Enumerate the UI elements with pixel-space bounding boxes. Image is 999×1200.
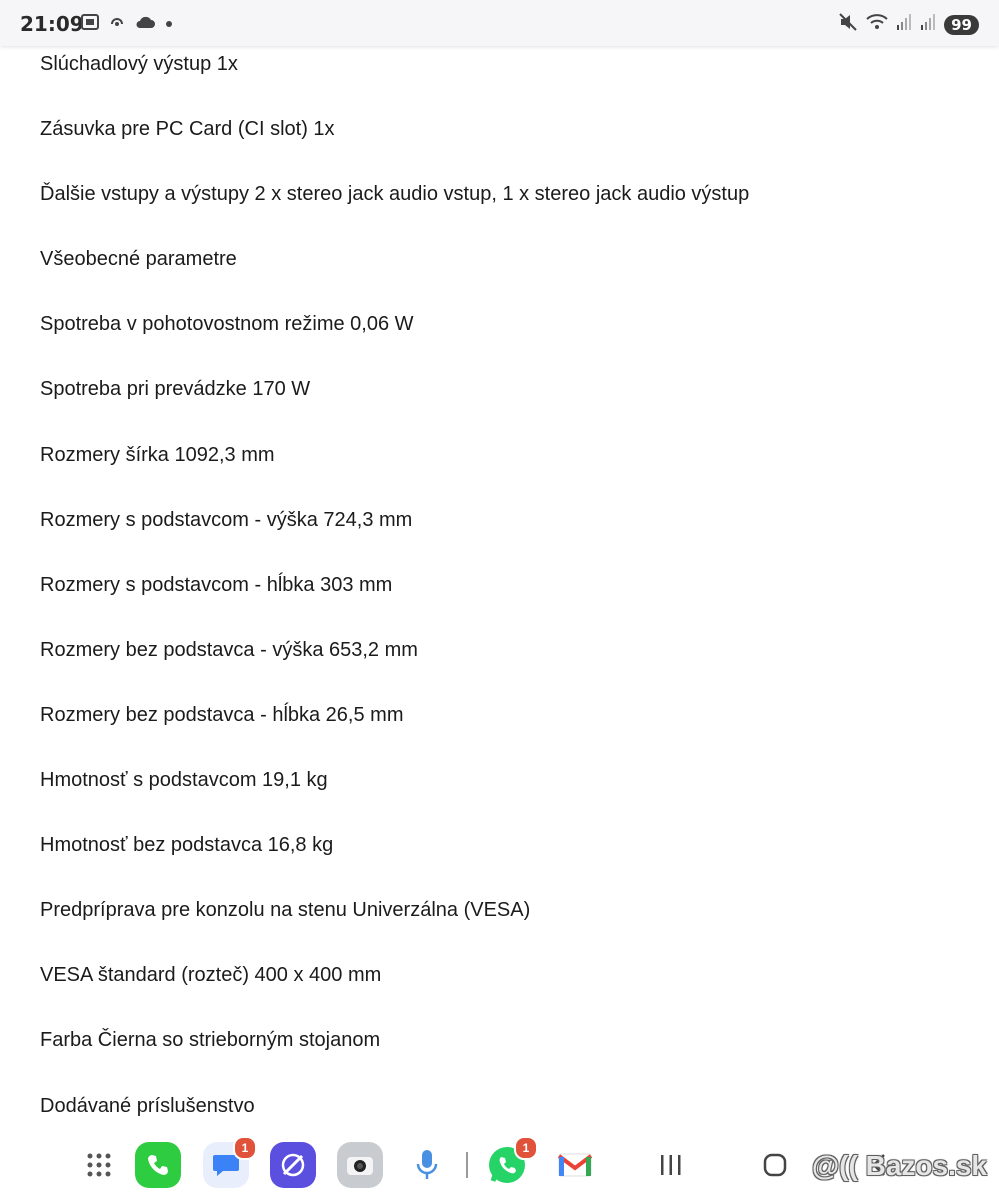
recents-icon[interactable]	[648, 1142, 694, 1188]
spec-line: Slúchadlový výstup 1x	[40, 53, 238, 75]
spec-line: Ďalšie vstupy a výstupy 2 x stereo jack audio vstup, 1 x stereo jack audio výstup	[40, 183, 750, 206]
signal-icon	[920, 13, 936, 36]
battery-indicator: 99	[944, 15, 979, 35]
spec-line: Rozmery bez podstavca - výška 653,2 mm	[40, 638, 418, 661]
spec-line: Rozmery s podstavcom - výška 724,3 mm	[40, 508, 413, 531]
home-icon[interactable]	[752, 1142, 798, 1188]
apps-grid-icon[interactable]	[76, 1142, 122, 1188]
status-right-icons	[838, 12, 979, 37]
dock-divider	[466, 1152, 468, 1178]
spec-line: Spotreba v pohotovostnom režime 0,06 W	[40, 313, 414, 336]
spec-list	[40, 42, 960, 1149]
screenshot-icon	[80, 12, 100, 37]
status-left-icons	[80, 12, 174, 37]
spec-line: Rozmery bez podstavca - hĺbka 26,5 mm	[40, 703, 404, 726]
status-time: 21:09	[20, 12, 84, 36]
status-bar	[0, 0, 999, 46]
camera-app-icon[interactable]	[337, 1142, 383, 1188]
spec-line: Predpríprava pre konzolu na stenu Univerzálna (VESA)	[40, 899, 531, 922]
spec-line: Rozmery šírka 1092,3 mm	[40, 443, 275, 466]
signal-icon	[896, 13, 912, 36]
spec-line: Rozmery s podstavcom - hĺbka 303 mm	[40, 573, 393, 596]
wifi-icon	[866, 13, 888, 36]
spec-line: VESA štandard (rozteč) 400 x 400 mm	[40, 964, 382, 987]
whatsapp-app-icon[interactable]	[484, 1142, 530, 1188]
gmail-app-icon[interactable]	[552, 1142, 598, 1188]
spec-line: Dodávané príslušenstvo	[40, 1094, 255, 1117]
mute-icon	[838, 12, 858, 37]
spec-line: Hmotnosť s podstavcom 19,1 kg	[40, 769, 328, 792]
cloud-icon	[134, 14, 156, 35]
notification-badge: 1	[514, 1136, 538, 1160]
hotspot-icon	[108, 12, 126, 37]
spec-line: Farba Čierna so strieborným stojanom	[40, 1029, 381, 1052]
spec-line: Spotreba pri prevádzke 170 W	[40, 378, 311, 401]
messages-app-icon[interactable]	[203, 1142, 249, 1188]
spec-line: Zásuvka pre PC Card (CI slot) 1x	[40, 118, 335, 141]
watermark-logo: @(( Bazos.sk	[811, 1150, 987, 1181]
voice-app-icon[interactable]	[404, 1142, 450, 1188]
dot-icon	[164, 16, 174, 34]
internet-app-icon[interactable]	[270, 1142, 316, 1188]
notification-badge: 1	[233, 1136, 257, 1160]
spec-line: Hmotnosť bez podstavca 16,8 kg	[40, 834, 334, 857]
spec-line: Všeobecné parametre	[40, 248, 237, 271]
phone-app-icon[interactable]	[135, 1142, 181, 1188]
